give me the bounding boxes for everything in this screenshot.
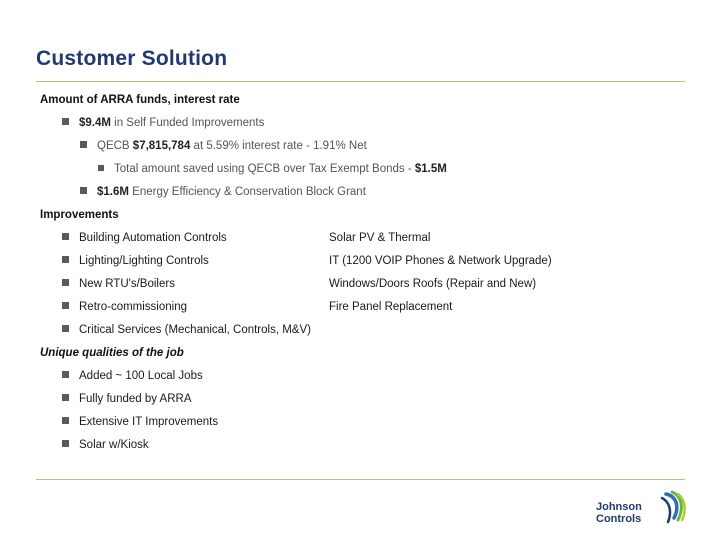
section-heading-improvements: Improvements xyxy=(40,209,119,221)
bullet-icon xyxy=(62,325,69,332)
bullet-icon xyxy=(62,233,69,240)
list-item: Solar PV & Thermal xyxy=(329,232,431,244)
bullet-icon xyxy=(62,118,69,125)
list-item: $9.4M in Self Funded Improvements xyxy=(62,116,264,130)
list-item: New RTU's/Boilers xyxy=(62,277,175,291)
top-divider xyxy=(36,81,685,82)
bullet-icon xyxy=(62,256,69,263)
list-item: QECB $7,815,784 at 5.59% interest rate - 1.91% Net xyxy=(80,139,367,153)
logo-wordmark: Johnson Controls xyxy=(596,501,642,525)
list-item: Extensive IT Improvements xyxy=(62,415,218,429)
section-heading-arra: Amount of ARRA funds, interest rate xyxy=(40,94,240,106)
johnson-controls-logo xyxy=(596,490,690,530)
list-item: Solar w/Kiosk xyxy=(62,438,149,452)
bullet-icon xyxy=(62,417,69,424)
bullet-icon xyxy=(62,371,69,378)
bullet-icon xyxy=(62,302,69,309)
bullet-icon xyxy=(62,279,69,286)
list-item: IT (1200 VOIP Phones & Network Upgrade) xyxy=(329,255,552,267)
list-item: Lighting/Lighting Controls xyxy=(62,254,209,268)
bullet-icon xyxy=(62,440,69,447)
list-item: Building Automation Controls xyxy=(62,231,227,245)
list-item: Total amount saved using QECB over Tax Exempt Bonds - $1.5M xyxy=(98,162,447,176)
list-item: $1.6M Energy Efficiency & Conservation Block Grant xyxy=(80,185,366,199)
list-item: Fire Panel Replacement xyxy=(329,301,453,313)
slide-title: Customer Solution xyxy=(36,47,228,70)
list-item: Windows/Doors Roofs (Repair and New) xyxy=(329,278,537,290)
logo-swirl-icon xyxy=(656,490,686,530)
list-item: Critical Services (Mechanical, Controls, M&V) xyxy=(62,323,311,337)
list-item: Retro-commissioning xyxy=(62,300,187,314)
list-item: Added ~ 100 Local Jobs xyxy=(62,369,203,383)
bullet-icon xyxy=(80,141,87,148)
section-heading-unique-qualities: Unique qualities of the job xyxy=(40,347,184,359)
list-item: Fully funded by ARRA xyxy=(62,392,192,406)
bottom-divider xyxy=(36,479,685,480)
bullet-icon xyxy=(62,394,69,401)
bullet-icon xyxy=(80,187,87,194)
bullet-icon xyxy=(98,165,104,171)
